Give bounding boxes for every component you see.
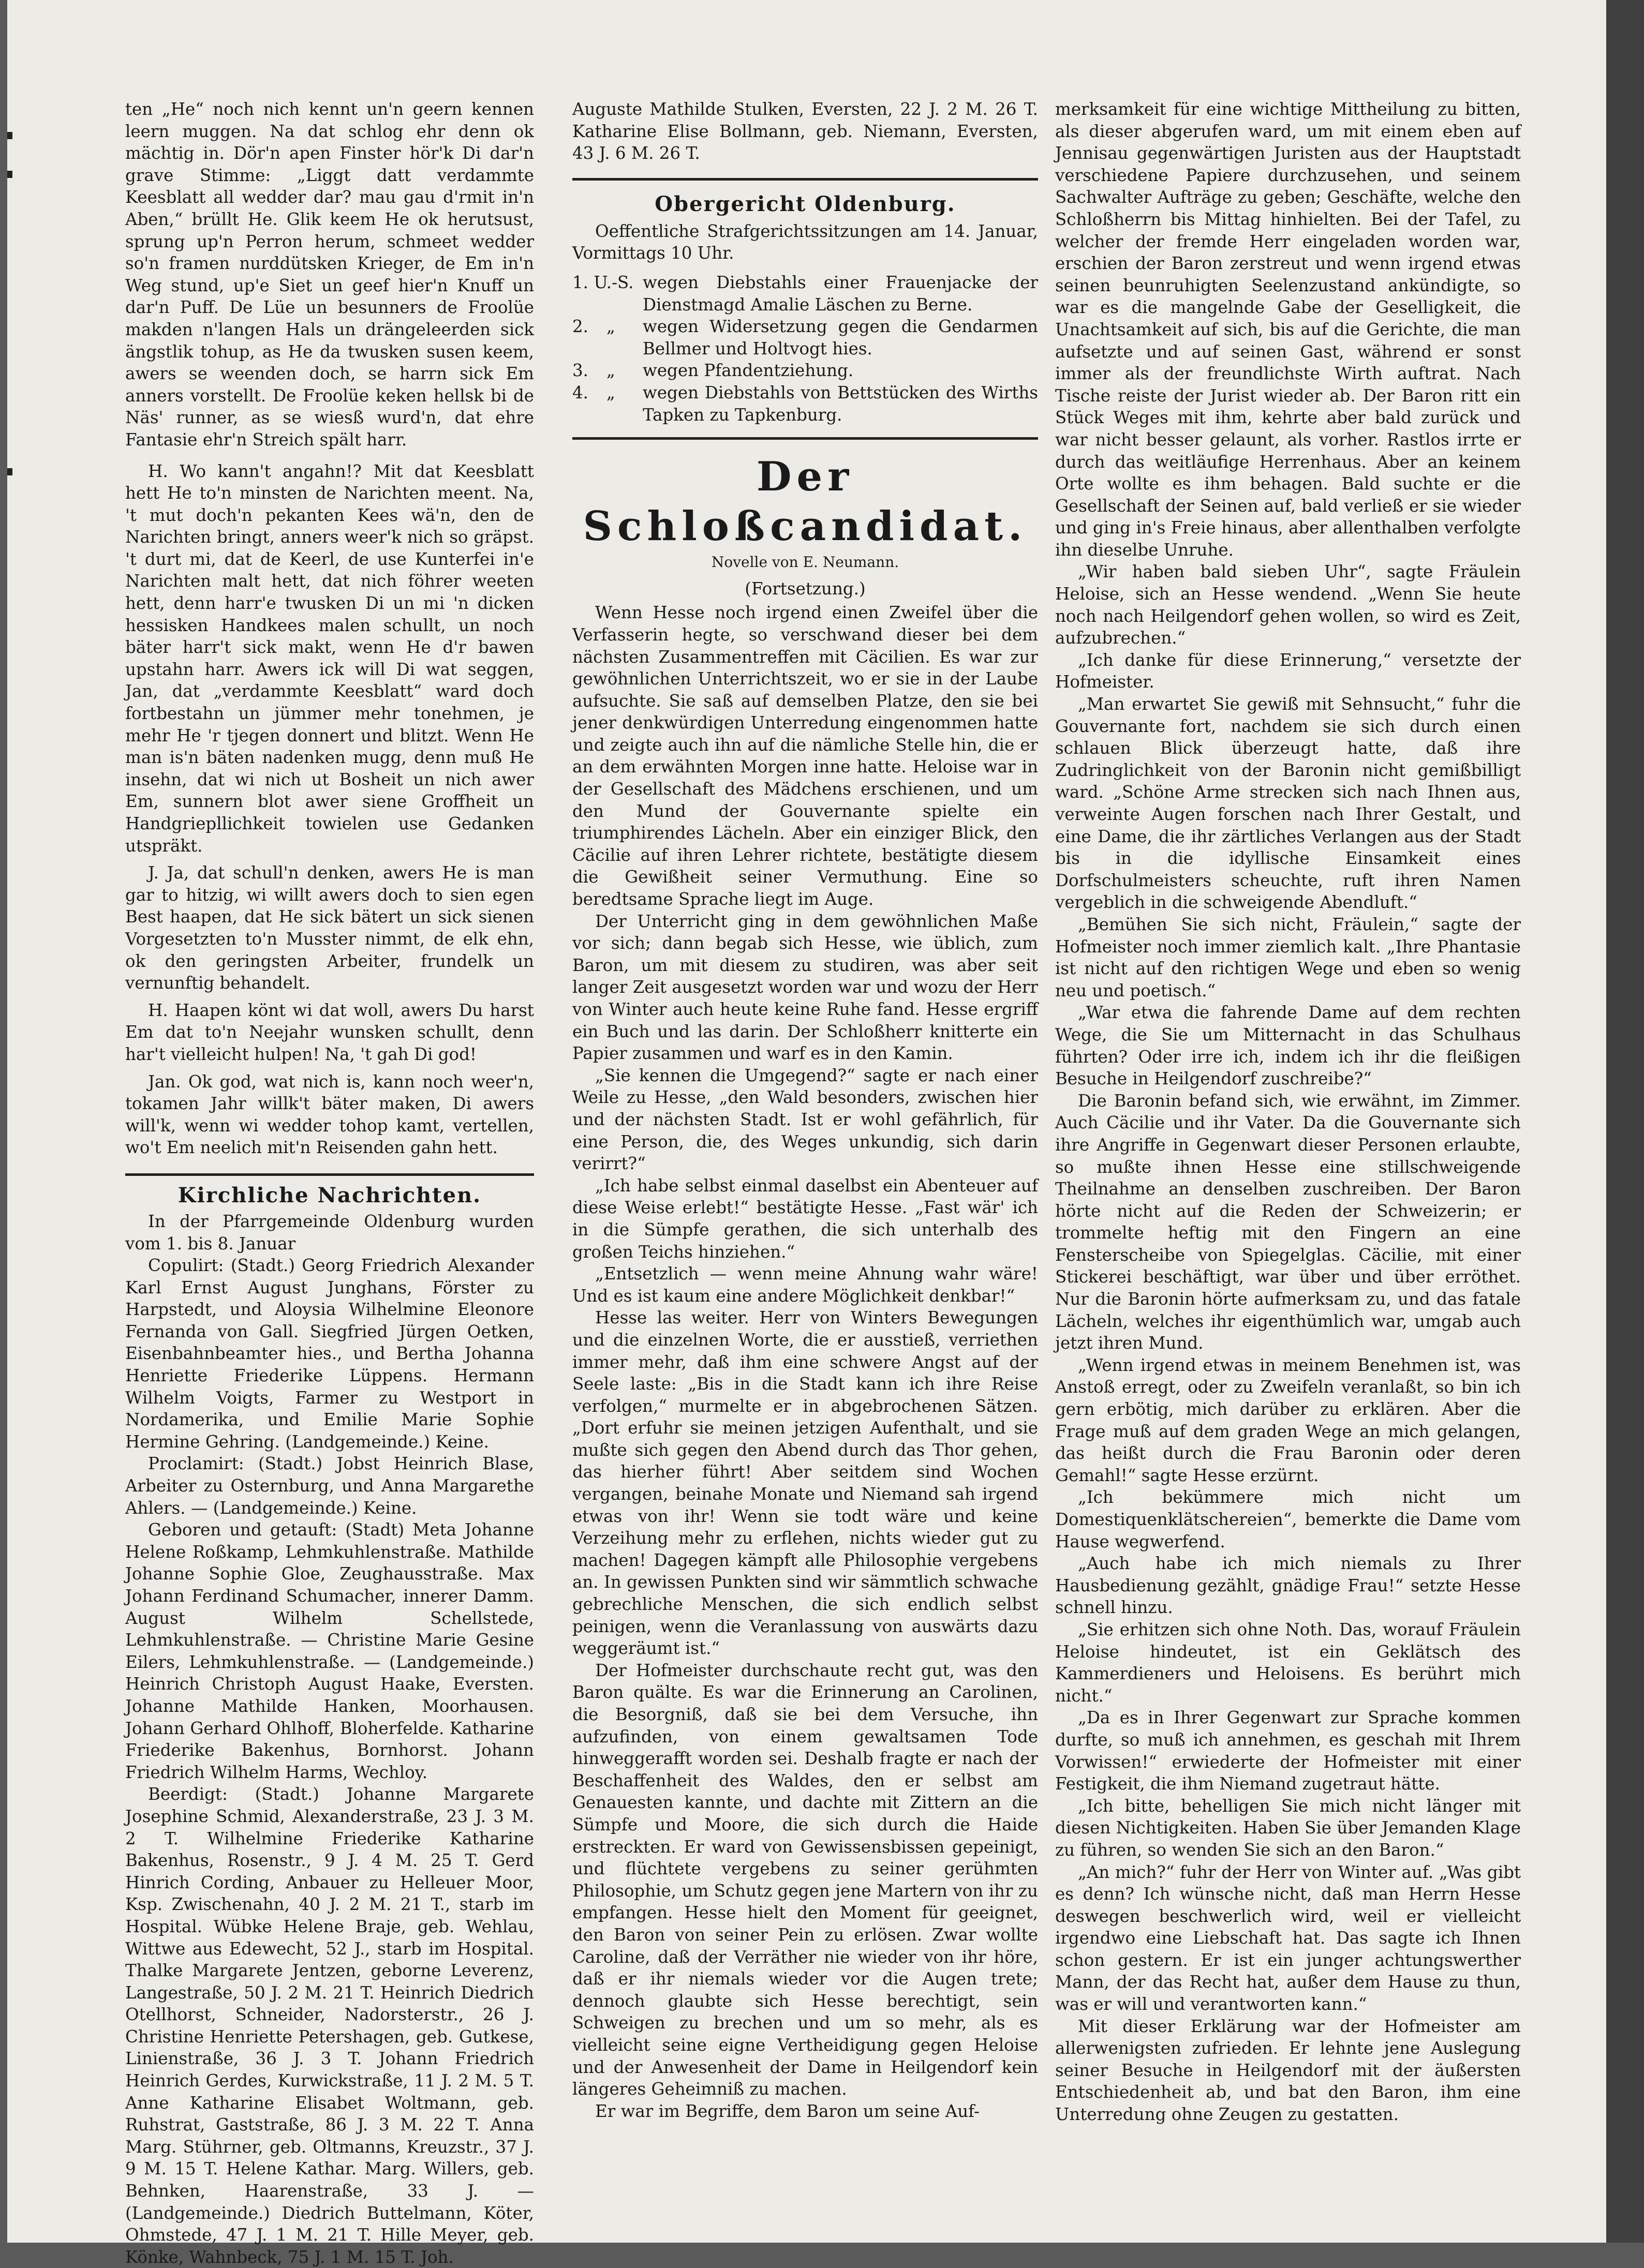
case-ditto: „	[606, 361, 615, 381]
novel-paragraph: „War etwa die fahrende Dame auf dem rechten Wege, die Sie um Mitternacht in das Schulhaus führten? Oder irre ich, indem ich ihr die fleißigen Besuche in Heilgendorf zuschreibe?“	[1055, 1003, 1521, 1089]
case-text: wegen Diebstahls einer Frauenjacke der Dienstmagd Amalie Läschen zu Berne.	[643, 272, 1038, 315]
novel-paragraph: „Sie kennen die Umgegend?“ sagte er nach einer Weile zu Hesse, „den Wald besonders, zwischen hier und der nächsten Stadt. Ist er wohl gefährlich, für eine Person, die, des Weges unkundig, sich darin verirrt?“	[572, 1065, 1038, 1174]
court-case-list	[572, 272, 1038, 426]
column-middle	[572, 98, 1038, 2122]
novel-byline: Novelle von E. Neumann.	[711, 554, 899, 571]
dialogue-paragraph: J. Ja, dat schull'n denken, awers He is man gar to hitzig, wi willt awers doch to sien egen Best haapen, dat He sick bätert un sick sienen Vorgesetzten to'n Musster nimmt, de elk ehn, ok den geringsten Arbeiter, frundelk un vernunftig behandelt.	[125, 863, 534, 993]
case-text: wegen Pfandentziehung.	[643, 361, 854, 381]
case-number: 2.	[572, 317, 589, 337]
case-text: wegen Diebstahls von Bettstücken des Wirths Tapken zu Tapkenburg.	[643, 382, 1038, 425]
newspaper-page	[7, 0, 1606, 2267]
column-right	[1055, 98, 1521, 2126]
section-divider	[572, 437, 1038, 440]
novel-paragraph: „Sie erhitzen sich ohne Noth. Das, worauf Fräulein Heloise hindeutet, ist ein Geklätsch des Kammerdieners und Heloisens. Es berührt mich nicht.“	[1055, 1619, 1521, 1706]
church-paragraph: In der Pfarrgemeinde Oldenburg wurden vom 1. bis 8. Januar	[125, 1211, 534, 1254]
novel-paragraph: „Auch habe ich mich niemals zu Ihrer Hausbedienung gezählt, gnädige Frau!“ setzte Hesse schnell hinzu.	[1055, 1554, 1521, 1618]
novel-paragraph: Wenn Hesse noch irgend einen Zweifel über die Verfasserin hegte, so verschwand dieser bei dem nächsten Zusammentreffen mit Cäcilien. Es war zur gewöhnlichen Unterrichtszeit, wo er sie in der Laube aufsuchte. Sie saß auf demselben Platze, den sie bei jener denkwürdigen Unterredung eingenommen hatte und zeigte auch ihn auf die nämliche Stelle hin, die er an dem erwähnten Morgen inne hatte. Heloise war in der Gesellschaft des Mädchens erschienen, und um den Mund der Gouvernante spielte ein triumphirendes Lächeln. Aber ein einziger Blick, den Cäcilie auf ihren Lehrer richtete, bestätigte diesem die Gewißheit seiner Vermuthung. Eine so beredtsame Sprache liegt im Auge.	[572, 603, 1038, 909]
church-paragraph: Proclamirt: (Stadt.) Jobst Heinrich Blase, Arbeiter zu Osternburg, und Anna Margarethe Ahlers. — (Landgemeinde.) Keine.	[125, 1454, 534, 1518]
scan-margin-mark	[7, 468, 12, 475]
novel-paragraph: „Ich bekümmere mich nicht um Domestiquenklätschereien“, bemerkte die Dame vom Hause wegwerfend.	[1055, 1487, 1521, 1551]
novel-paragraph: „Da es in Ihrer Gegenwart zur Sprache kommen durfte, so muß ich annehmen, es geschah mit Ihrem Vorwissen!“ erwiederte der Hofmeister mit einer Festigkeit, die ihm Niemand zugetraut hätte.	[1055, 1708, 1521, 1794]
novel-paragraph: Die Baronin befand sich, wie erwähnt, im Zimmer. Auch Cäcilie und ihr Vater. Da die Gouvernante sich ihre Angriffe in Gegenwart dieser Personen erlaubte, so mußte ihnen Hesse eine stillschweigende Theilnahme an denselben zuschreiben. Der Baron hörte nicht auf die Reden der Schweizerin; er trommelte heftig mit den Fingern an eine Fensterscheibe von Spiegelglas. Cäcilie, mit einer Stickerei beschäftigt, war über und über erröthet. Nur die Baronin hörte aufmerksam zu, und das fatale Lächeln, welches ihr eigenthümlich war, umgab auch jetzt ihren Mund.	[1055, 1091, 1521, 1353]
novel-paragraph: merksamkeit für eine wichtige Mittheilung zu bitten, als dieser abgerufen ward, um mit einem eben auf Jennisau gegenwärtigen Juristen aus der Hauptstadt verschiedene Papiere durchzusehen, und seinem Sachwalter Aufträge zu geben; Geschäfte, welche den Schloßherrn bis Mittag hinhielten. Bei der Tafel, zu welcher der fremde Herr eingeladen worden war, erschien der Baron zerstreut und wenn irgend etwas seinen beunruhigten Seelenzustand ankündigte, so war es die mangelnde Gabe der Geselligkeit, die Unachtsamkeit auf sich, bis auf die Gerichte, die man aufsetzte und auf seinen Gast, während er sonst immer als der freundlichste Wirth auftrat. Nach Tische reiste der Jurist wieder ab. Der Baron ritt ein Stück Weges mit ihm, kehrte aber bald zurück und war nicht besser gelaunt, als vorher. Rastlos irrte er durch das weitläufige Herrenhaus. Aber an keinem Orte wollte es ihm behagen. Bald suchte er die Gesellschaft der Seinen auf, bald verließ er sie wieder und ging in's Freie hinaus, aber allenthalben verfolgte ihn dieselbe Unruhe.	[1055, 99, 1521, 560]
church-news-heading: Kirchliche Nachrichten.	[177, 1183, 482, 1207]
novel-paragraph: „Ich danke für diese Erinnerung,“ versetzte der Hofmeister.	[1055, 650, 1521, 692]
case-number: 3.	[572, 361, 589, 381]
novel-paragraph: „Wir haben bald sieben Uhr“, sagte Fräulein Heloise, sich an Hesse wendend. „Wenn Sie heute noch nach Heilgendorf gehen wollen, so wird es Zeit, aufzubrechen.“	[1055, 562, 1521, 648]
novel-paragraph: Der Hofmeister durchschaute recht gut, was den Baron quälte. Es war die Erinnerung an Carolinen, die Besorgniß, daß sie bei dem Versuche, ihn aufzufinden, von einem gewaltsamen Tode hinweggerafft worden sei. Deshalb fragte er nach der Beschaffenheit des Waldes, den er selbst am Genauesten kannte, und dachte mit Zittern an die Sümpfe und Moore, die sich durch die Haide erstreckten. Er ward von Gewissensbissen gepeinigt, und flüchtete vergebens zu seiner gerühmten Philosophie, um Schutz gegen jene Martern von ihr zu empfangen. Hesse hielt den Moment für geeignet, den Baron von seiner Pein zu erlösen. Zwar wollte Caroline, daß der Verräther nie wieder von ihr höre, daß er ihr niemals wieder vor die Augen trete; dennoch glaubte sich Hesse berechtigt, sein Schweigen zu brechen und um so mehr, als es vielleicht seine eigne Vertheidigung gegen Heloise und der Anwesenheit der Dame in Heilgendorf kein längeres Geheimniß zu machen.	[572, 1660, 1038, 2099]
scan-edge	[1606, 0, 1644, 2243]
dialogue-paragraph: H. Haapen könt wi dat woll, awers Du harst Em dat to'n Neejahr wunsken schullt, denn har't vielleicht hulpen! Na, 't gah Di god!	[125, 1000, 534, 1064]
case-number: 1. U.-S.	[572, 272, 634, 292]
case-number: 4.	[572, 382, 589, 402]
case-ditto: „	[606, 317, 615, 337]
novel-paragraph: „An mich?“ fuhr der Herr von Winter auf. „Was gibt es denn? Ich wünsche nicht, daß man Herrn Hesse deswegen beschwerlich wird, weil er vielleicht irgendwo eine Liebschaft hat. Das sagte ich Ihnen schon gestern. Er ist ein junger achtungswerther Mann, der das Recht hat, außer dem Hause zu thun, was er will und verantworten kann.“	[1055, 1862, 1521, 2015]
novel-paragraph: „Ich bitte, behelligen Sie mich nicht länger mit diesen Nichtigkeiten. Haben Sie über Jemanden Klage zu führen, so wenden Sie sich an den Baron.“	[1055, 1796, 1521, 1860]
novel-paragraph: Mit dieser Erklärung war der Hofmeister am allerwenigsten zufrieden. Er lehnte jene Auslegung seiner Besuche in Heilgendorf mit der äußersten Entschiedenheit ab, und bat den Baron, ihm eine Unterredung ohne Zeugen zu gestatten.	[1055, 2016, 1521, 2125]
church-paragraph: Beerdigt: (Stadt.) Johanne Margarete Josephine Schmid, Alexanderstraße, 23 J. 3 M. 2 T. Wilhelmine Friederike Katharine Bakenhus, Rosenstr., 9 J. 4 M. 25 T. Gerd Hinrich Cording, Anbauer zu Helleuer Moor, Ksp. Zwischenahn, 40 J. 2 M. 21 T., starb im Hospital. Wübke Helene Braje, geb. Wehlau, Wittwe aus Edewecht, 52 J., starb im Hospital. Thalke Margarete Jentzen, geborne Leverenz, Langestraße, 50 J. 2 M. 21 T. Heinrich Diedrich Otellhorst, Schneider, Nadorsterstr., 26 J. Christine Henriette Petershagen, geb. Gutkese, Linienstraße, 36 J. 3 T. Johann Friedrich Heinrich Gerdes, Kurwickstraße, 11 J. 2 M. 5 T. Anne Katharine Elisabet Woltmann, geb. Ruhstrat, Gaststraße, 86 J. 3 M. 22 T. Anna Marg. Stührner, geb. Oltmanns, Kreuzstr., 37 J. 9 M. 15 T. Helene Kathar. Marg. Willers, geb. Behnken, Haarenstraße, 33 J. — (Landgemeinde.) Diedrich Buttelmann, Köter, Ohmstede, 47 J. 1 M. 21 T. Hille Meyer, geb. Könke, Wahnbeck, 75 J. 1 M. 15 T. Joh.	[125, 1784, 534, 2267]
court-case-item	[572, 382, 1038, 426]
case-text: wegen Widersetzung gegen die Gendarmen Bellmer und Holtvogt hies.	[643, 317, 1038, 359]
case-ditto: „	[606, 382, 615, 402]
court-case-item	[572, 272, 1038, 316]
column-left	[125, 98, 534, 2268]
novel-paragraph: „Ich habe selbst einmal daselbst ein Abenteuer auf diese Weise erlebt!“ bestätigte Hesse. „Fast wär' ich in die Sümpfe gerathen, die sich unterhalb des großen Teichs hinziehen.“	[572, 1175, 1038, 1262]
burial-continuation: Auguste Mathilde Stulken, Eversten, 22 J. 2 M. 26 T. Katharine Elise Bollmann, geb. Niemann, Eversten, 43 J. 6 M. 26 T.	[572, 99, 1038, 163]
section-divider	[125, 1173, 534, 1176]
scan-margin-mark	[7, 132, 12, 139]
court-intro: Oeffentliche Strafgerichtssitzungen am 14. Januar, Vormittags 10 Uhr.	[572, 221, 1038, 263]
novel-paragraph: „Wenn irgend etwas in meinem Benehmen ist, was Anstoß erregt, oder zu Zweifeln veranlaßt, so bin ich gern erbötig, mich darüber zu erklären. Aber die Frage muß auf dem graden Wege an mich gelangen, das heißt durch die Frau Baronin oder deren Gemahl!“ sagte Hesse erzürnt.	[1055, 1355, 1521, 1485]
novel-continuation: (Fortsetzung.)	[745, 578, 866, 599]
novel-paragraph: Er war im Begriffe, dem Baron um seine Auf-	[595, 2101, 980, 2121]
church-paragraph: Geboren und getauft: (Stadt) Meta Johanne Helene Roßkamp, Lehmkuhlenstraße. Mathilde Johanne Sophie Gloe, Zeughausstraße. Max Johann Ferdinand Schumacher, innerer Damm. August Wilhelm Schellstede, Lehmkuhlenstraße. — Christine Marie Gesine Eilers, Lehmkuhlenstraße. — (Landgemeinde.) Heinrich Christoph August Haake, Eversten. Johanne Mathilde Hanken, Moorhausen. Johann Gerhard Ohlhoff, Bloherfelde. Katharine Friederike Bakenhus, Bornhorst. Johann Friedrich Wilhelm Harms, Wechloy.	[125, 1520, 534, 1782]
novel-paragraph: Hesse las weiter. Herr von Winters Bewegungen und die einzelnen Worte, die er ausstieß, verriethen immer mehr, daß ihm eine schwere Angst auf der Seele laste: „Bis in die Stadt kann ich ihre Reise verfolgen,“ murmelte er in abgebrochenen Sätzen. „Dort erfuhr sie meinen jetzigen Aufenthalt, und sie mußte sich gegen den Abend durch das Thor gehen, das hierher führt! Aber seitdem sind Wochen vergangen, beinahe Monate und Niemand sah irgend etwas von ihr! Wenn sie todt wäre und keine Verzeihung mehr zu erflehen, nichts wieder gut zu machen! Dagegen kämpft alle Philosophie vergebens an. In gewissen Punkten sind wir sämmtlich schwache gebrechliche Menschen, die sich endlich selbst peinigen, wenn die Veranlassung von auswärts dazu weggeräumt ist.“	[572, 1308, 1038, 1659]
court-case-item	[572, 316, 1038, 360]
section-divider	[572, 178, 1038, 181]
novel-paragraph: „Man erwartet Sie gewiß mit Sehnsucht,“ fuhr die Gouvernante fort, nachdem sie sich durch einen schlauen Blick überzeugt hatte, daß ihre Zudringlichkeit von der Baronin nicht gemißbilligt ward. „Schöne Arme strecken sich nach Ihnen aus, verweinte Augen forschen nach Ihrer Gestalt, und eine Dame, die ihr zärtliches Verlangen aus der Stadt bis in die idyllische Einsamkeit eines Dorfschulmeisters scheuchte, ruft ihren Namen vergeblich in die schweigende Abendluft.“	[1055, 694, 1521, 913]
church-paragraph: Copulirt: (Stadt.) Georg Friedrich Alexander Karl Ernst August Junghans, Förster zu Harpstedt, und Aloysia Wilhelmine Eleonore Fernanda von Gall. Siegfried Jürgen Oetken, Eisenbahnbeamter hies., und Bertha Johanna Henriette Friederike Lüppens. Hermann Wilhelm Voigts, Farmer zu Westport in Nordamerika, und Emilie Marie Sophie Hermine Gehring. (Landgemeinde.) Keine.	[125, 1256, 534, 1452]
scan-margin-mark	[7, 171, 12, 178]
dialogue-paragraph: Jan. Ok god, wat nich is, kann noch weer'n, tokamen Jahr willk't bäter maken, Di awers will'k, wenn wi wedder tohop kamt, vertellen, wo't Em neelich mit'n Reisenden gahn hett.	[125, 1071, 534, 1158]
dialogue-paragraph: H. Wo kann't angahn!? Mit dat Keesblatt hett He to'n minsten de Narichten meent. Na, 't mut doch'n pekanten Kees wä'n, den de Narichten bringt, anners weer'k nich so gräpst. 't durt mi, dat de Keerl, de use Kunterfei in'e Narichten malt hett, dat nich föhrer weeten hett, denn harr'e twusken Di un mi 'n dicken hessisken Handkees malen schullt, un noch bäter harr't sick makt, wenn He d'r bawen upstahn harr. Awers ick will Di wat seggen, Jan, dat „verdammte Keesblatt“ ward doch fortbestahn un jümmer mehr tonehmen, je mehr He 'r tjegen donnert und blitzt. Wenn He man is'n bäten nadenken mugg, denn muß He insehn, dat wi nich ut Bosheit un nich awer Em, sunnern blot awer siene Groffheit un Handgriepllichkeit towielen use Gedanken utspräkt.	[125, 461, 534, 856]
dialogue-paragraph: ten „He“ noch nich kennt un'n geern kennen leern muggen. Na dat schlog ehr denn ok mächtig in. Dör'n apen Finster hör'k Di dar'n grave Stimme: „Liggt datt verdammte Keesblatt all wedder dar? mau gau d'rmit in'n Aben,“ brüllt He. Glik keem He ok herutsust, sprung up'n Perron herum, schmeet wedder so'n framen nurddütsken Krieger, de Em in'n Weg stund, up'e Siet un geef hier'n Knuff un dar'n Puff. De Lüe un besunners de Froolüe makden n'langen Hals un drängeleerden sick ängstlik tohup, as He da twusken susen keem, awers se weenden doch, se harrn sick Em anners vorstellt. De Froolüe keken hellsk bi de Näs' runner, as se wiesß wurd'n, dat ehre Fantasie ehr'n Streich spält harr.	[125, 99, 534, 450]
novel-paragraph: „Entsetzlich — wenn meine Ahnung wahr wäre! Und es ist kaum eine andere Möglichkeit denkbar!“	[572, 1264, 1038, 1306]
court-heading: Obergericht Oldenburg.	[655, 191, 956, 216]
court-case-item	[572, 360, 1038, 382]
novel-paragraph: „Bemühen Sie sich nicht, Fräulein,“ sagte der Hofmeister noch immer ziemlich kalt. „Ihre Phantasie ist nicht auf den richtigen Wege und eben so wenig neu und poetisch.“	[1055, 914, 1521, 1001]
novel-title: Der Schloßcandidat.	[583, 453, 1028, 550]
novel-paragraph: Der Unterricht ging in dem gewöhnlichen Maße vor sich; dann begab sich Hesse, wie üblich, zum Baron, um mit diesem zu studiren, was aber seit langer Zeit ausgesetzt worden war und wozu der Herr von Winter auch heute keine Ruhe fand. Hesse ergriff ein Buch und las darin. Der Schloßherr knitterte ein Papier zusammen und warf es in den Kamin.	[572, 911, 1038, 1064]
